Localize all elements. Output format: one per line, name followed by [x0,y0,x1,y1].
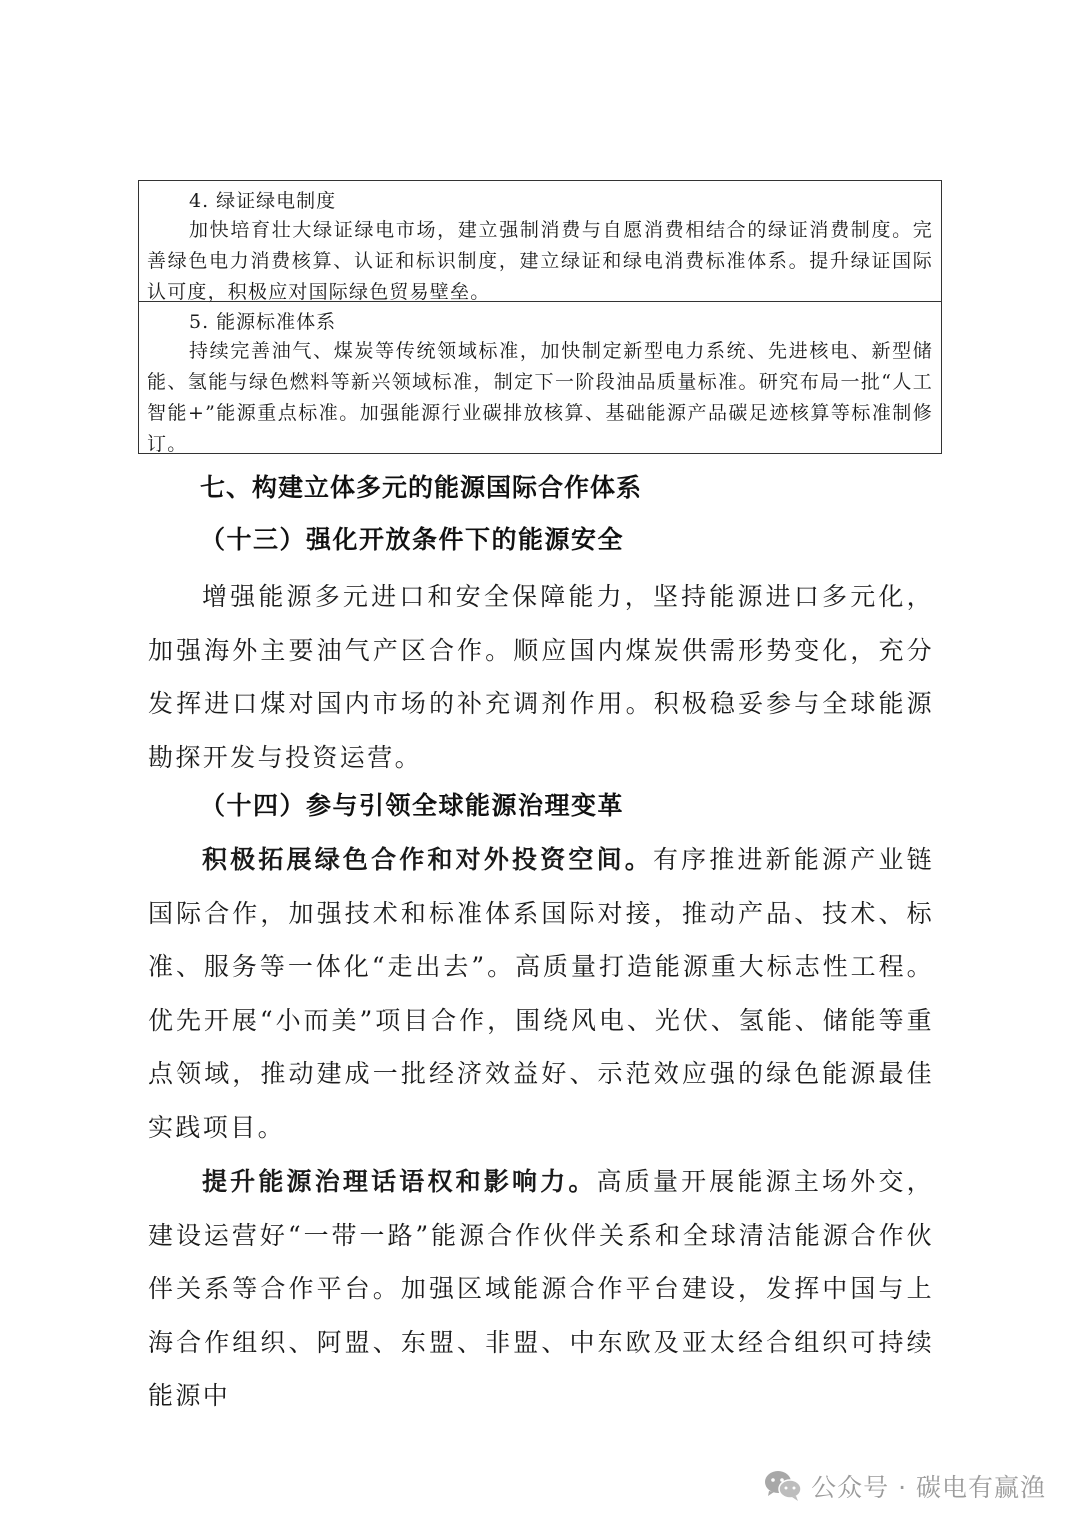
paragraph: 增强能源多元进口和安全保障能力，坚持能源进口多元化，加强海外主要油气产区合作。顺应国内煤炭供需形势变化，充分发挥进口煤对国内市场的补充调剂作用。积极稳妥参与全球能源勘探开发与投资运营。 [148,582,934,772]
table-row-title: 5. 能源标准体系 [189,311,337,333]
table-row-body: 持续完善油气、煤炭等传统领域标准，加快制定新型电力系统、先进核电、新型储能、氢能与绿色燃料等新兴领域标准，制定下一阶段油品质量标准。研究布局一批“人工智能+”能源重点标准。加强能源行业碳排放核算、基础能源产品碳足迹核算等标准制修订。 [147,340,933,455]
table-row-green-certificate [139,181,941,301]
paragraph-text: 高质量开展能源主场外交，建设运营好“一带一路”能源合作伙伴关系和全球清洁能源合作伙伴关系等合作平台。加强区域能源合作平台建设，发挥中国与上海合作组织、阿盟、东盟、非盟、中东欧及亚太经合组织可持续能源中 [148,1167,934,1410]
watermark [763,1468,1046,1504]
paragraph [148,833,934,1154]
paragraph-lead: 提升能源治理话语权和影响力。 [202,1167,597,1196]
subsection-heading: （十四）参与引领全球能源治理变革 [200,791,625,820]
subsection-heading: （十三）强化开放条件下的能源安全 [200,525,625,554]
table-row-energy-standards [139,301,941,453]
paragraph-text: 有序推进新能源产业链国际合作，加强技术和标准体系国际对接，推动产品、技术、标准、服务等一体化“走出去”。高质量打造能源重大标志性工程。优先开展“小而美”项目合作，围绕风电、光伏、氢能、储能等重点领域，推动建成一批经济效益好、示范效应强的绿色能源最佳实践项目。 [148,845,934,1142]
table-row-body: 加快培育壮大绿证绿电市场，建立强制消费与自愿消费相结合的绿证消费制度。完善绿色电力消费核算、认证和标识制度，建立绿证和绿电消费标准体系。提升绿证国际认可度，积极应对国际绿色贸易壁垒。 [147,219,933,303]
boxed-table [138,180,942,454]
paragraph [148,1155,934,1423]
wechat-icon [763,1469,803,1503]
paragraph-lead: 积极拓展绿色合作和对外投资空间。 [202,845,653,874]
watermark-text: 公众号 · 碳电有赢渔 [811,1473,1046,1502]
section-heading: 七、构建立体多元的能源国际合作体系 [200,473,643,502]
table-row-title: 4. 绿证绿电制度 [189,190,337,212]
